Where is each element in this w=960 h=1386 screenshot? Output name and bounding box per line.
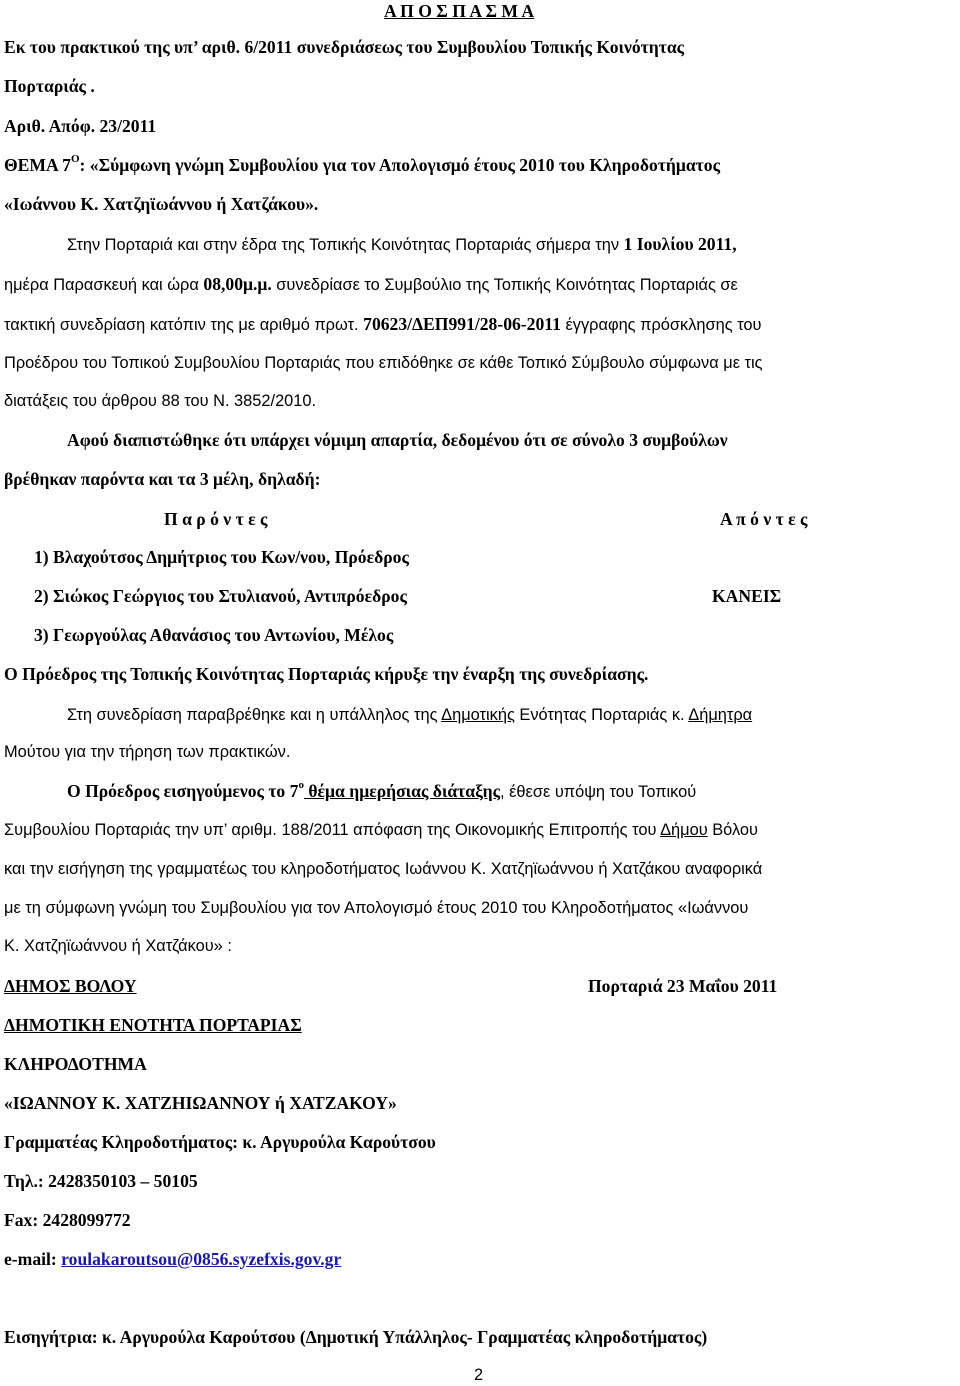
para1-line-2: ημέρα Παρασκευή και ώρα 08,00μ.μ. συνεδρίασε το Συμβούλιο της Τοπικής Κοινότητας Πορταριάς σε xyxy=(4,274,738,294)
email-line: e-mail: roulakaroutsou@0856.syzefxis.gov.gr xyxy=(4,1249,342,1269)
email-link[interactable]: roulakaroutsou@0856.syzefxis.gov.gr xyxy=(61,1249,342,1269)
para2-line-4: με τη σύμφωνη γνώμη του Συμβουλίου για τον Απολογισμό έτους 2010 του Κληροδοτήματος «Ιωάννου xyxy=(4,899,749,917)
clerk-line-1: Στη συνεδρίαση παραβρέθηκε και η υπάλληλος της Δημοτικής Ενότητας Πορταριάς κ. Δήμητρα xyxy=(67,706,753,724)
quorum-line-1: Αφού διαπιστώθηκε ότι υπάρχει νόμιμη απαρτία, δεδομένου ότι σε σύνολο 3 συμβούλων xyxy=(67,430,728,450)
secretary-line: Γραμματέας Κληροδοτήματος: κ. Αργυρούλα Καρούτσου xyxy=(4,1132,436,1152)
rapporteur-line: Εισηγήτρια: κ. Αργυρούλα Καρούτσου (Δημοτική Υπάλληλος- Γραμματέας κληροδοτήματος) xyxy=(4,1327,708,1347)
page-number: 2 xyxy=(474,1366,484,1384)
quorum-line-2: βρέθηκαν παρόντα και τα 3 μέλη, δηλαδή: xyxy=(4,469,321,489)
para1-line-5: διατάξεις του άρθρου 88 του Ν. 3852/2010. xyxy=(4,392,317,410)
phone-line: Τηλ.: 2428350103 – 50105 xyxy=(4,1171,198,1191)
chair-line: Ο Πρόεδρος της Τοπικής Κοινότητας Πορταριάς κήρυξε την έναρξη της συνεδρίασης. xyxy=(4,664,649,684)
clerk-line-2: Μούτου για την τήρηση των πρακτικών. xyxy=(4,743,291,761)
document-title: Α Π Ο Σ Π Α Σ Μ Α xyxy=(384,1,535,21)
municipality-heading: ΔΗΜΟΣ ΒΟΛΟΥ xyxy=(4,976,137,996)
unit-heading: ΔΗΜΟΤΙΚΗ ΕΝΟΤΗΤΑ ΠΟΡΤΑΡΙΑΣ xyxy=(4,1015,302,1035)
subject-line-2: «Ιωάννου Κ. Χατζηϊωάννου ή Χατζάκου». xyxy=(4,194,319,214)
para1-line-1: Στην Πορταριά και στην έδρα της Τοπικής Κοινότητας Πορταριάς σήμερα την 1 Ιουλίου 2011, xyxy=(67,234,737,254)
decision-number: Αριθ. Απόφ. 23/2011 xyxy=(4,116,157,136)
intro-line-1: Εκ του πρακτικού της υπ’ αριθ. 6/2011 συνεδριάσεως του Συμβουλίου Τοπικής Κοινότητας xyxy=(4,37,685,57)
present-member-3: 3) Γεωργούλας Αθανάσιος του Αντωνίου, Μέλος xyxy=(34,625,394,645)
bequest-heading: ΚΛΗΡΟΔΟΤΗΜΑ xyxy=(4,1054,147,1074)
para2-line-1: Ο Πρόεδρος εισηγούμενος το $7^o$ θέμα ημερήσιας διάταξης, έθεσε υπόψη του Τοπικού xyxy=(67,779,697,801)
intro-line-2: Πορταριάς . xyxy=(4,76,95,96)
para1-line-3: τακτική συνεδρίαση κατόπιν της με αριθμό πρωτ. 70623/ΔΕΠ991/28-06-2011 έγγραφης πρόσκλησης του xyxy=(4,314,762,334)
para2-line-5: Κ. Χατζηϊωάννου ή Χατζάκου» : xyxy=(4,937,232,955)
subject-line-1: ΘΕΜΑ $7^O$: «Σύμφωνη γνώμη Συμβουλίου για τον Απολογισμό έτους 2010 του Κληροδοτήματος xyxy=(4,153,721,175)
bequest-name: «ΙΩΑΝΝΟΥ Κ. ΧΑΤΖΗΙΩΑΝΝΟΥ ή ΧΑΤΖΑΚΟΥ» xyxy=(4,1093,397,1113)
present-member-1: 1) Βλαχούτσος Δημήτριος του Κων/νου, Πρόεδρος xyxy=(34,547,409,567)
fax-line: Fax: 2428099772 xyxy=(4,1210,131,1230)
para2-line-2: Συμβουλίου Πορταριάς την υπ’ αριθμ. 188/2011 απόφαση της Οικονομικής Επιτροπής του Δήμου Βόλου xyxy=(4,821,759,839)
present-header: Π α ρ ό ν τ ε ς xyxy=(164,509,268,529)
absent-members: ΚΑΝΕΙΣ xyxy=(712,586,782,606)
present-member-2: 2) Σιώκος Γεώργιος του Στυλιανού, Αντιπρόεδρος xyxy=(34,586,407,606)
absent-header: Α π ό ν τ ε ς xyxy=(720,509,808,529)
para2-line-3: και την εισήγηση της γραμματέως του κληροδοτήματος Ιωάννου Κ. Χατζηϊωάννου ή Χατζάκου αναφορικά xyxy=(4,860,763,878)
para1-line-4: Προέδρου του Τοπικού Συμβουλίου Πορταριάς που επιδόθηκε σε κάθε Τοπικό Σύμβουλο σύμφωνα με τις xyxy=(4,354,763,372)
place-date: Πορταριά 23 Μαΐου 2011 xyxy=(588,976,778,996)
